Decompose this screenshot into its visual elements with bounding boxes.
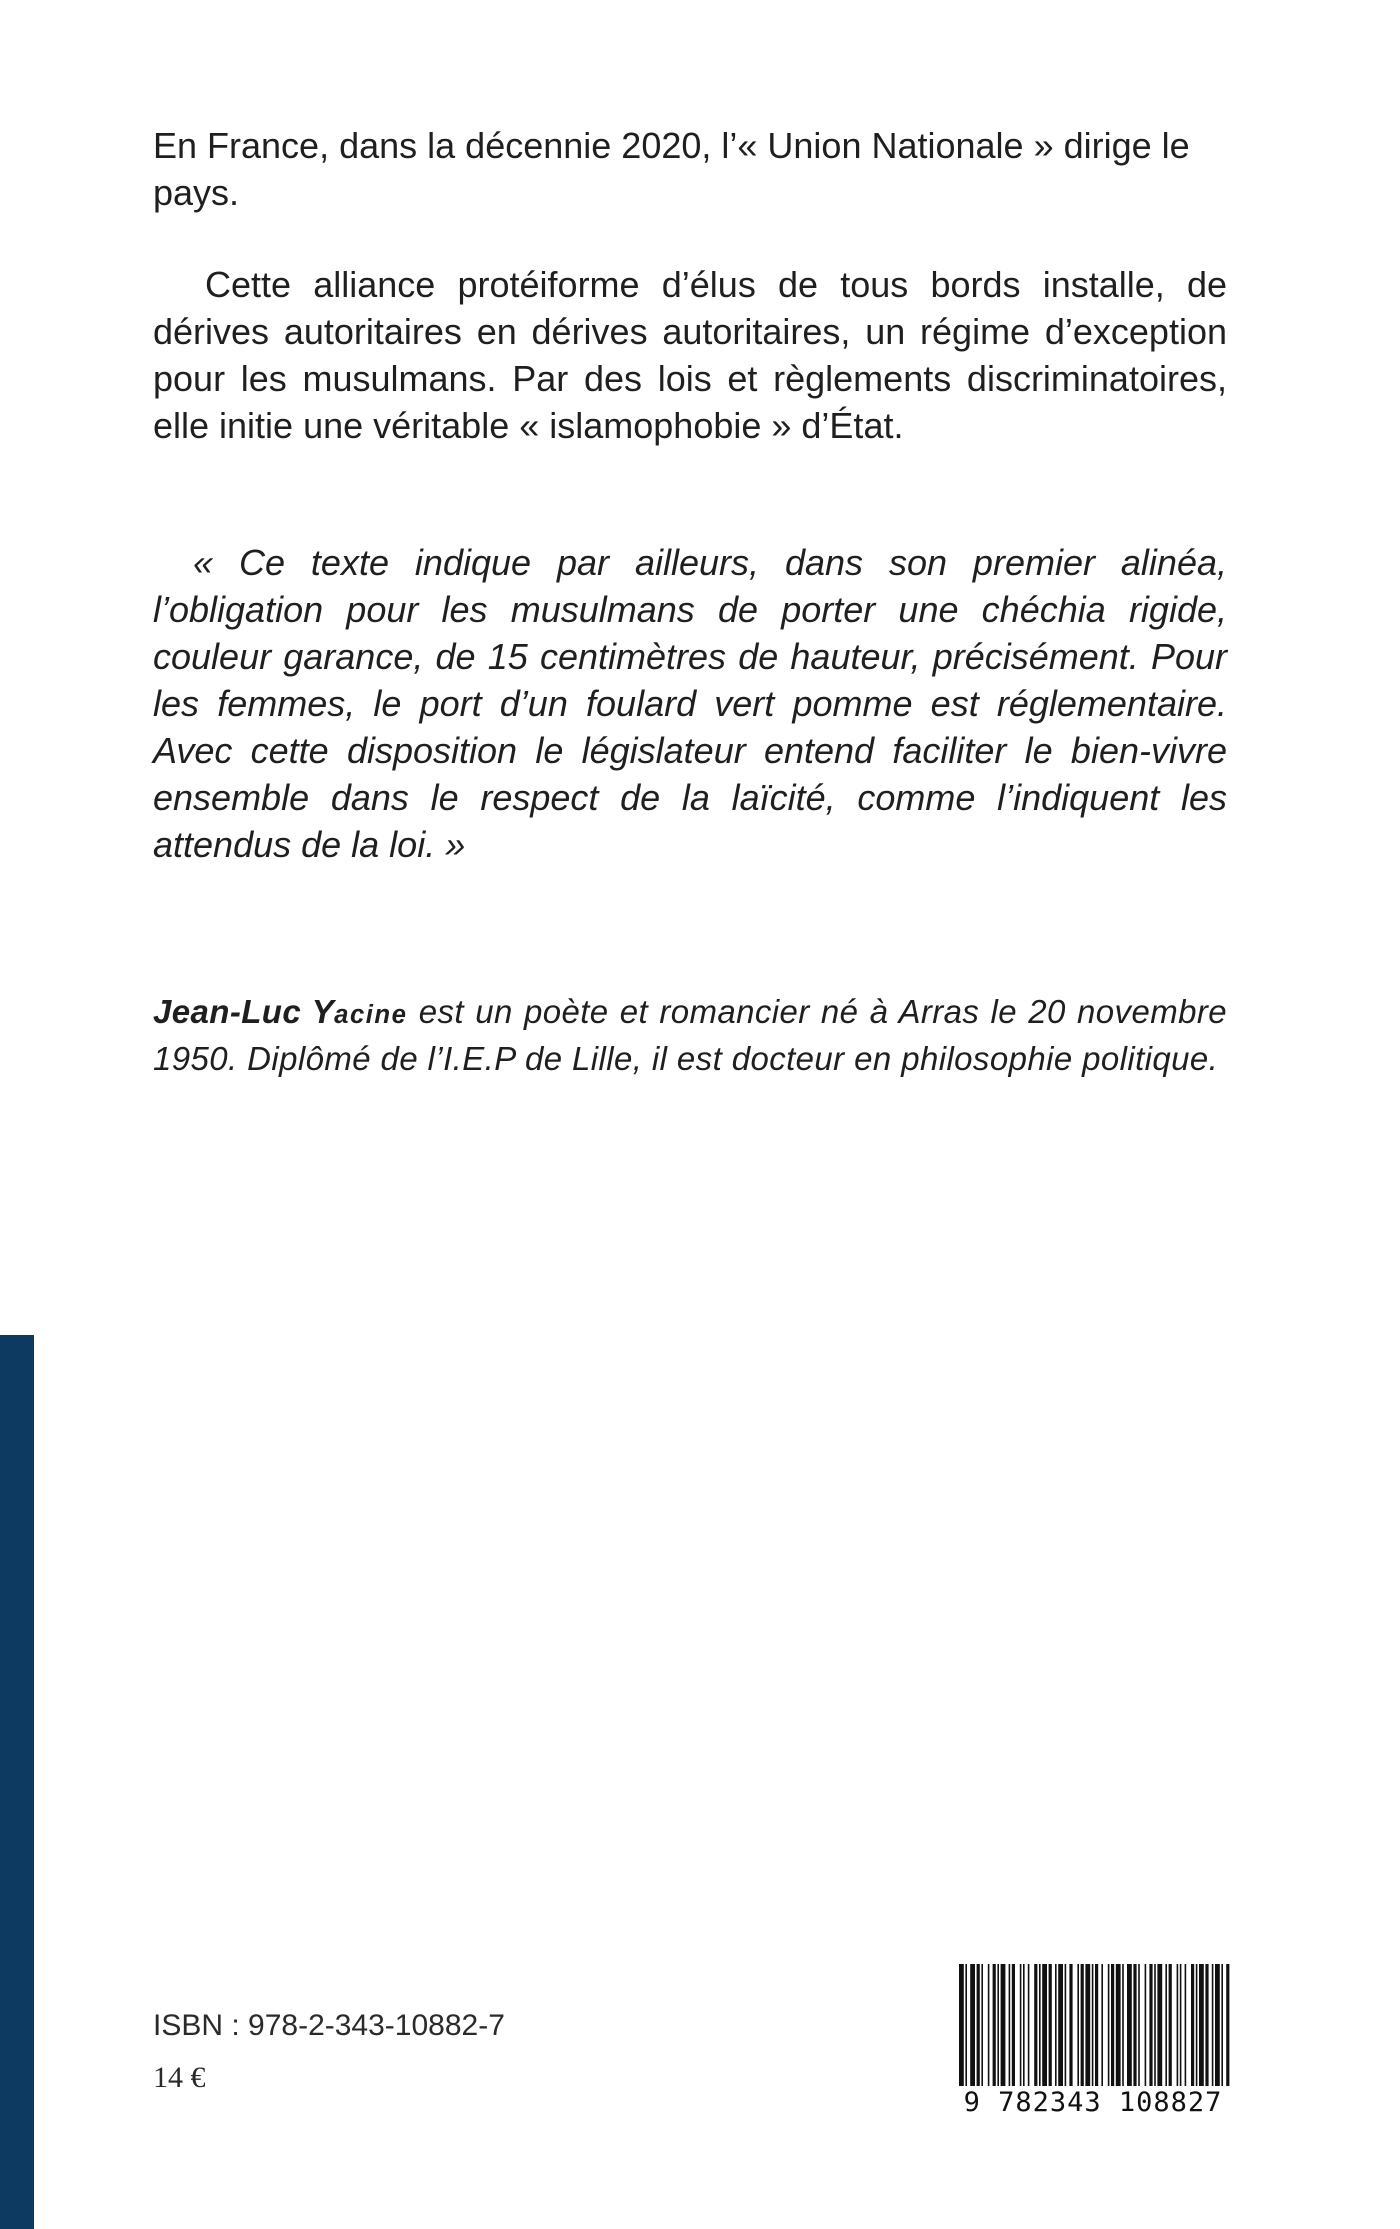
quote-paragraph: « Ce texte indique par ailleurs, dans son premier alinéa, l’obligation pour les musulmans de porter une chéchia rigide, couleur garance, de 15 centimètres de hauteur, précisément. Pour les femmes, le port d’un foulard vert pomme est réglementaire. Avec cette disposition le législateur entend faciliter le bien-vivre ensemble dans le respect de la laïcité, comme l’indiquent les attendus de la loi. » bbox=[153, 542, 1227, 865]
barcode-bar bbox=[1023, 1964, 1025, 2088]
barcode-bar bbox=[1085, 1964, 1090, 2088]
side-color-band bbox=[0, 1335, 34, 2229]
barcode-bar bbox=[1009, 1964, 1011, 2088]
barcode-bar bbox=[1039, 1964, 1041, 2088]
barcode-bar bbox=[1154, 1964, 1156, 2088]
barcode-bar bbox=[1149, 1964, 1152, 2088]
barcode-bar bbox=[1157, 1964, 1162, 2088]
author-name bbox=[153, 993, 407, 1030]
barcode-bar bbox=[1191, 1964, 1194, 2088]
barcode-bar bbox=[993, 1964, 996, 2088]
barcode-bar bbox=[1180, 1964, 1182, 2088]
barcode-bar bbox=[1215, 1964, 1220, 2088]
barcode-bar bbox=[1069, 1964, 1072, 2088]
barcode-bar bbox=[970, 1964, 975, 2088]
barcode-bar bbox=[1133, 1964, 1136, 2088]
barcode-bar bbox=[1042, 1964, 1047, 2088]
author-last-rest: acine bbox=[334, 1001, 408, 1029]
barcode-bar bbox=[1077, 1964, 1079, 2088]
barcode-bar bbox=[1196, 1964, 1198, 2088]
author-last-initial: Y bbox=[311, 993, 335, 1030]
barcode-bar bbox=[997, 1964, 999, 2088]
barcode-bar bbox=[1012, 1964, 1015, 2088]
intro-paragraph: En France, dans la décennie 2020, l’« Union Nationale » dirige le pays. bbox=[153, 125, 1190, 213]
price-label: 14 € bbox=[153, 2061, 206, 2094]
barcode-bar bbox=[1055, 1964, 1057, 2088]
author-bio bbox=[153, 990, 1227, 1081]
barcode-bar bbox=[1169, 1964, 1172, 2088]
barcode-bar bbox=[1127, 1964, 1132, 2088]
barcode-bar bbox=[1081, 1964, 1084, 2088]
barcode-bar bbox=[1108, 1964, 1110, 2088]
barcode-bar bbox=[1034, 1964, 1037, 2088]
barcode-bar bbox=[1122, 1964, 1124, 2088]
barcode-bar bbox=[1020, 1964, 1022, 2088]
barcode-bar bbox=[1111, 1964, 1114, 2088]
barcode-bar bbox=[1058, 1964, 1063, 2088]
barcode-bar bbox=[1165, 1964, 1167, 2088]
barcode-bar bbox=[1101, 1964, 1103, 2088]
barcode-bar bbox=[1205, 1964, 1208, 2088]
barcode-bar bbox=[1212, 1964, 1214, 2088]
author-bio-text: est un poète et romancier né à Arras le 20 novembre 1950. Diplômé de l’I.E.P de Lille, il est docteur en philosophie politique. bbox=[153, 993, 1227, 1077]
barcode-number: 9 782343 108827 bbox=[953, 2086, 1233, 2120]
barcode-bar bbox=[1138, 1964, 1140, 2088]
barcode-bar bbox=[1177, 1964, 1179, 2088]
summary-paragraph: Cette alliance protéiforme d’élus de tous bords installe, de dérives autoritaires en dérives autoritaires, un régime d’exception pour les musulmans. Par des lois et règlements discriminatoires, elle initie une véritable « islamophobie » d’État. bbox=[153, 264, 1227, 446]
barcode-bar bbox=[1028, 1964, 1030, 2088]
barcode-bar bbox=[977, 1964, 980, 2088]
barcode-bar bbox=[1145, 1964, 1147, 2088]
barcode-bar bbox=[1001, 1964, 1006, 2088]
barcode-bar bbox=[1199, 1964, 1204, 2088]
barcode-bar bbox=[988, 1964, 990, 2088]
barcode-bar bbox=[1049, 1964, 1052, 2088]
barcode-bar bbox=[1116, 1964, 1121, 2088]
author-first-name: Jean-Luc bbox=[153, 993, 302, 1030]
barcode-bar bbox=[981, 1964, 983, 2088]
barcode bbox=[953, 1962, 1233, 2122]
barcode-bar bbox=[1185, 1964, 1187, 2088]
isbn-label: ISBN : 978-2-343-10882-7 bbox=[153, 2009, 505, 2042]
barcode-bar bbox=[1065, 1964, 1067, 2088]
